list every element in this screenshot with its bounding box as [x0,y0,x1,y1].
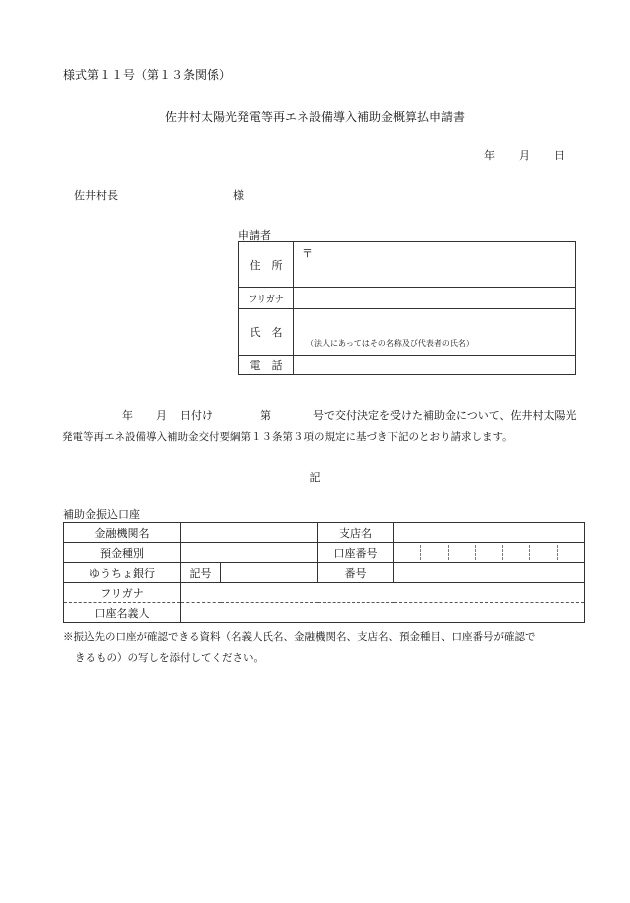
body-year: 年 [122,409,133,422]
date-day: 日 [554,149,565,162]
holder-label: 口座名義人 [64,603,181,623]
yucho-number-label: 番号 [318,563,394,583]
body-number-prefix: 第 [260,409,271,422]
address-field[interactable] [294,242,576,288]
bank-furigana-field[interactable] [181,583,585,603]
applicant-furigana-field[interactable] [294,288,576,309]
note-line1: ※振込先の口座が確認できる資料（名義人氏名、金融機関名、支店名、預金種目、口座番号が確認で [63,631,536,643]
yucho-label: ゆうちょ銀行 [64,563,181,583]
phone-field[interactable] [294,356,576,375]
date-year: 年 [484,149,495,162]
applicant-heading: 申請者 [238,229,271,242]
branch-field[interactable] [394,523,585,543]
name-note: （法人にあってはその名称及び代表者の氏名） [306,339,474,348]
name-field[interactable] [294,309,576,356]
body-line2: 発電等再エネ設備導入補助金交付要綱第１３条第３項の規定に基づき下記のとおり請求します。 [62,431,513,443]
postal-mark: 〒 [302,247,313,260]
body-line1-rest: 号で交付決定を受けた補助金について、佐井村太陽光 [313,409,577,422]
applicant-table [238,241,576,375]
institution-field[interactable] [181,523,318,543]
institution-label: 金融機関名 [64,523,181,543]
account-number-field[interactable] [394,543,585,563]
ki-mark: 記 [309,471,321,484]
bank-furigana-label: フリガナ [64,583,181,603]
branch-label: 支店名 [318,523,394,543]
account-number-label: 口座番号 [318,543,394,563]
addressee-name: 佐井村長 [74,189,118,202]
deposit-type-label: 預金種別 [64,543,181,563]
body-date-suffix: 日付け [180,409,213,422]
applicant-furigana-label: フリガナ [239,288,294,309]
deposit-type-field[interactable] [181,543,318,563]
symbol-field[interactable] [221,563,318,583]
page-title: 佐井村太陽光発電等再エネ設備導入補助金概算払申請書 [164,110,465,124]
name-label: 氏 名 [239,309,294,356]
note-line2: きるもの）の写しを添付してください。 [75,652,264,664]
symbol-label: 記号 [181,563,221,583]
address-label: 住 所 [239,242,294,288]
bank-table [63,522,585,623]
holder-field[interactable] [181,603,585,623]
bank-heading: 補助金振込口座 [63,508,140,521]
phone-label: 電 話 [239,356,294,375]
yucho-number-field[interactable] [394,563,585,583]
date-month: 月 [519,149,530,162]
body-month: 月 [156,409,167,422]
addressee-honorific: 様 [233,189,244,202]
form-number: 様式第１１号（第１３条関係） [63,68,232,82]
